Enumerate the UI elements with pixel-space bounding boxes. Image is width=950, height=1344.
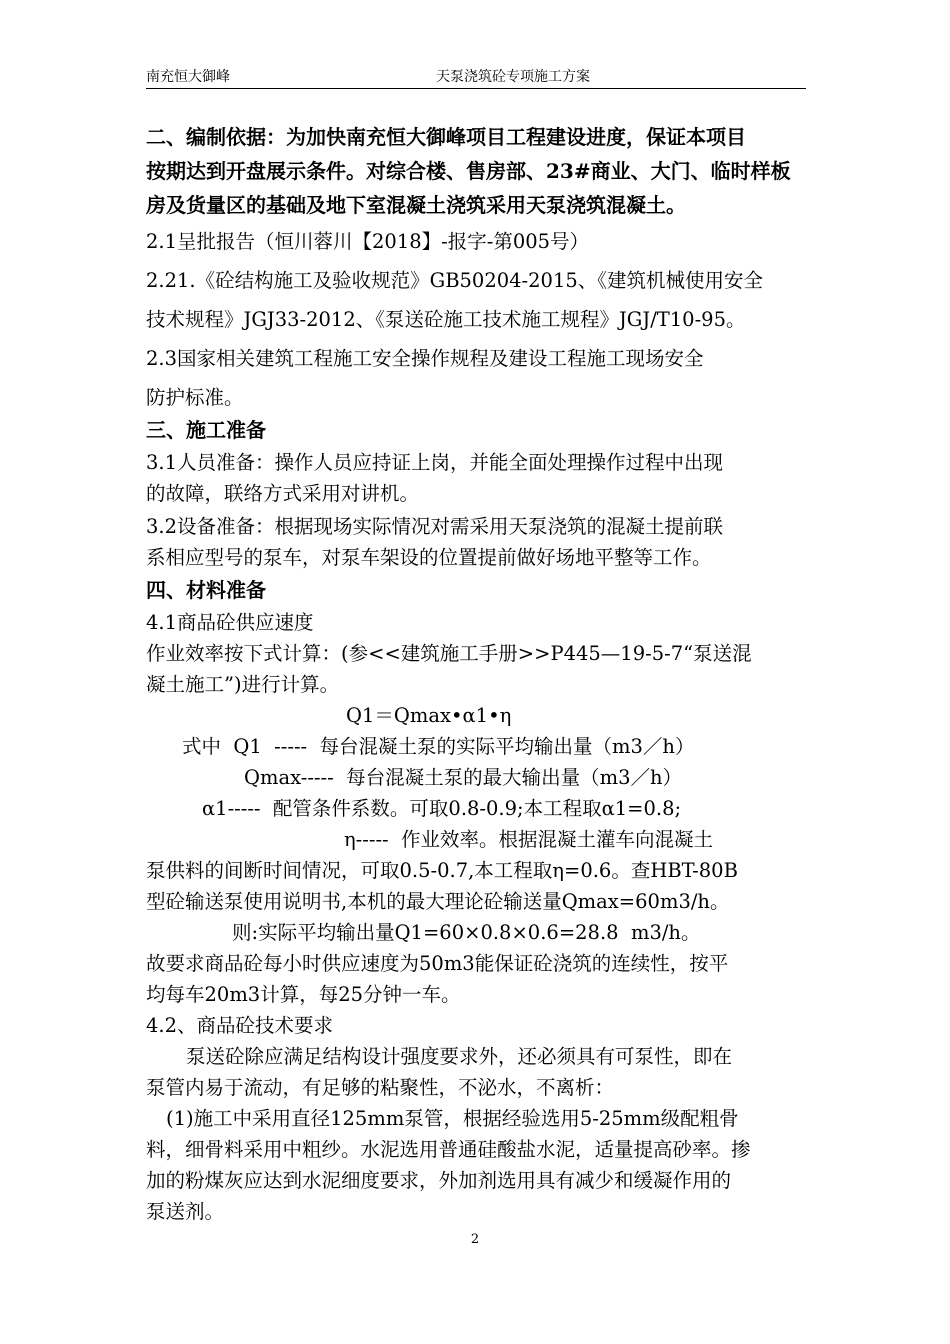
paragraph-line: 的故障，联络方式采用对讲机。 [146,482,420,505]
formula-line: Q1＝Qmax•α1•η [346,704,512,727]
page-header [146,66,806,89]
paragraph-line: 型砼输送泵使用说明书,本机的最大理论砼输送量Qmax=60m3/h。 [146,890,730,913]
section-basis-line: 按期达到开盘展示条件。对综合楼、售房部、23#商业、大门、临时样板 [146,159,791,183]
subsection-heading: 4.2、商品砼技术要求 [146,1014,334,1037]
section-basis-heading: 二、编制依据：为加快南充恒大御峰项目工程建设进度，保证本项目 [146,125,746,149]
paragraph-line: 泵送剂。 [146,1200,225,1223]
paragraph-line: 技术规程》JGJ33-2012、《泵送砼施工技术施工规程》JGJ/T10-95。 [146,308,746,331]
paragraph-line: 系相应型号的泵车，对泵车架设的位置提前做好场地平整等工作。 [146,546,712,569]
section-heading: 三、施工准备 [146,418,266,442]
paragraph-line: 防护标准。 [146,386,244,409]
paragraph-line: 3.2设备准备：根据现场实际情况对需采用天泵浇筑的混凝土提前联 [146,515,724,538]
formula-result: 则:实际平均输出量Q1=60×0.8×0.6=28.8 m3/h。 [232,921,701,944]
formula-definition: α1----- 配管条件系数。可取0.8-0.9;本工程取α1=0.8; [202,797,682,820]
paragraph-line: (1)施工中采用直径125mm泵管，根据经验选用5-25mm级配粗骨 [166,1107,739,1130]
formula-definition: η----- 作业效率。根据混凝土灌车向混凝土 [344,828,714,851]
paragraph-line: 均每车20m3计算，每25分钟一车。 [146,983,461,1006]
paragraph-line: 料，细骨料采用中粗纱。水泥选用普通硅酸盐水泥，适量提高砂率。掺 [146,1138,751,1161]
paragraph-line: 泵供料的间断时间情况，可取0.5-0.7,本工程取η=0.6。查HBT-80B [146,859,738,882]
page-number: 2 [470,1232,480,1247]
paragraph-line: 泵管内易于流动，有足够的粘聚性，不泌水，不离析： [146,1076,615,1099]
paragraph-line: 2.1呈批报告（恒川蓉川【2018】-报字-第005号） [146,230,590,253]
document-body [146,120,808,1227]
formula-definition: 式中 Q1 ----- 每台混凝土泵的实际平均输出量（m3／h） [182,735,695,758]
paragraph-line: 2.3国家相关建筑工程施工安全操作规程及建设工程施工现场安全 [146,347,704,370]
paragraph-line: 3.1人员准备：操作人员应持证上岗，并能全面处理操作过程中出现 [146,451,724,474]
paragraph-line: 2.21.《砼结构施工及验收规范》GB50204-2015、《建筑机械使用安全 [146,269,764,292]
paragraph-line: 加的粉煤灰应达到水泥细度要求，外加剂选用具有减少和缓凝作用的 [146,1169,732,1192]
paragraph-line: 作业效率按下式计算：(参<<建筑施工手册>>P445—19-5-7“泵送混 [146,642,752,665]
header-project-name: 南充恒大御峰 [146,69,230,85]
header-document-title: 天泵浇筑砼专项施工方案 [436,69,590,85]
paragraph-line: 4.1商品砼供应速度 [146,611,314,634]
formula-definition: Qmax----- 每台混凝土泵的最大输出量（m3／h） [244,766,683,789]
paragraph-line: 故要求商品砼每小时供应速度为50m3能保证砼浇筑的连续性，按平 [146,952,729,975]
section-heading: 四、材料准备 [146,578,266,602]
section-basis-line: 房及货量区的基础及地下室混凝土浇筑采用天泵浇筑混凝土。 [146,193,686,217]
paragraph-line: 泵送砼除应满足结构设计强度要求外，还必须具有可泵性，即在 [186,1045,733,1068]
paragraph-line: 凝土施工”)进行计算。 [146,673,340,696]
